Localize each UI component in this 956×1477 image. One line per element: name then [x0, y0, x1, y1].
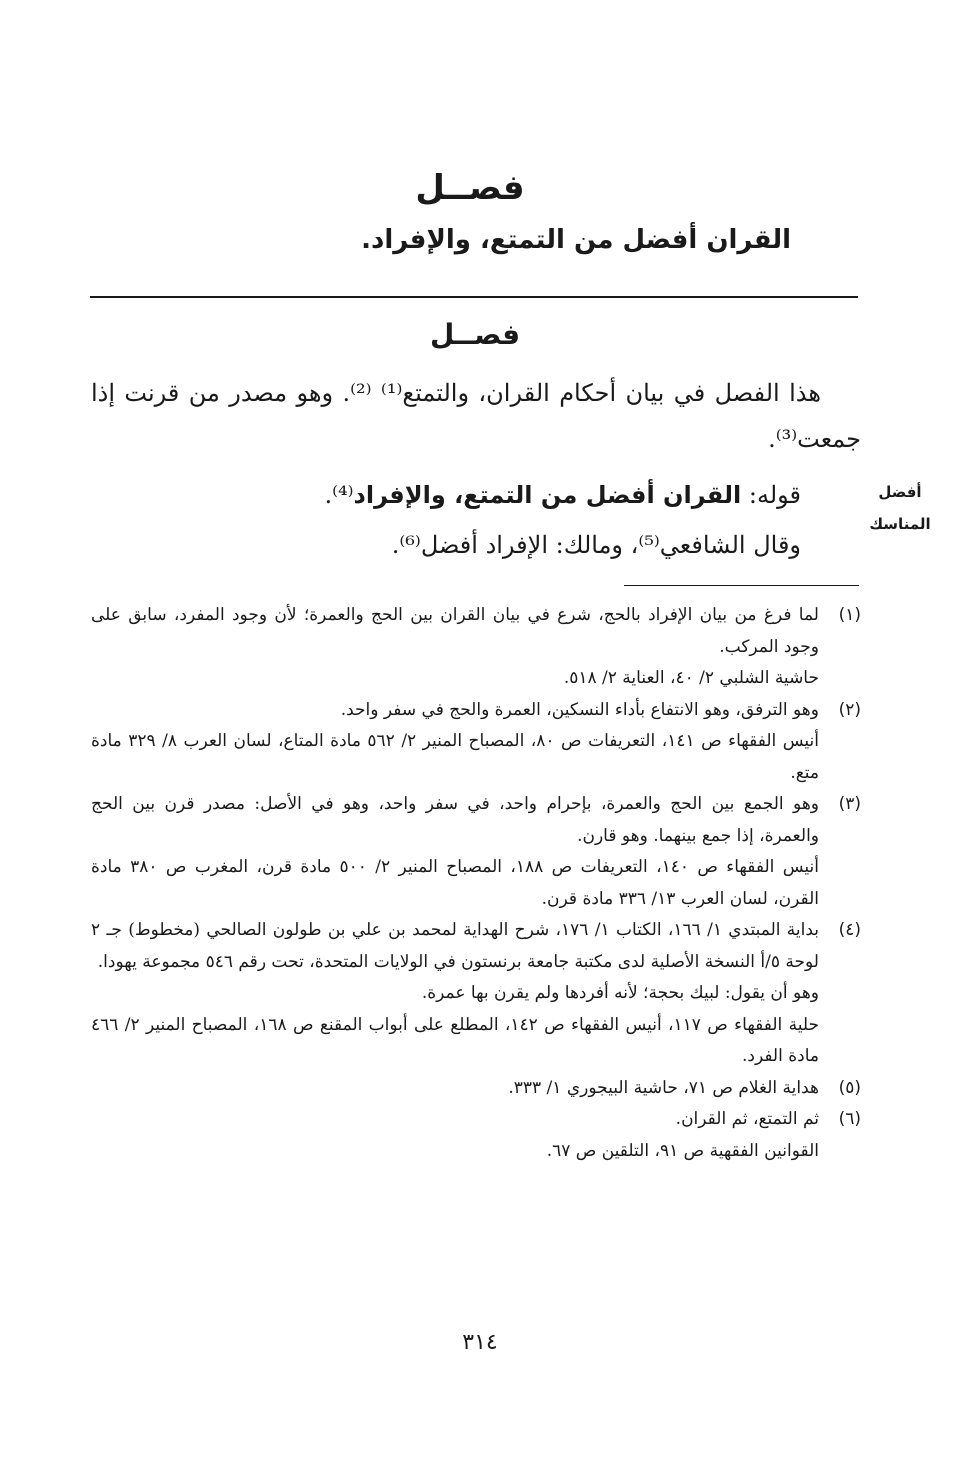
opinions-line: وقال الشافعي⁽⁵⁾، ومالك: الإفراد أفضل⁽⁶⁾.	[391, 531, 801, 559]
footnote-item	[91, 695, 861, 790]
footnote-number: (٣)	[838, 794, 861, 814]
sharh-chapter-heading: فصــل	[429, 318, 521, 351]
footnote-line: وهو الجمع بين الحج والعمرة، بإحرام واحد، في سفر واحد، وهو في الأصل: مصدر قرن بين الحج والعمرة، إذا جمع بينهما. وهو قارن.	[91, 794, 819, 846]
qawl-prefix: قوله:	[748, 481, 801, 509]
footnote-number: (١)	[838, 605, 861, 625]
footnote-item	[91, 789, 861, 915]
footnote-line: بداية المبتدي ١/ ١٦٦، الكتاب ١/ ١٧٦، شرح الهداية لمحمد بن علي بن طولون الصالحي (مخطوط) جـ ٢ لوحة ٥/أ النسخة الأصلية لدى مكتبة جامعة برنستون في الولايات المتحدة، تحت رقم ٥٤٦ مجموعة يهودا.	[91, 920, 820, 972]
qawl-suffix: ⁽⁴⁾.	[324, 481, 354, 509]
footnote-line: أنيس الفقهاء ص ١٤١، التعريفات ص ٨٠، المصباح المنير ٢/ ٥٦٢ مادة المتاع، لسان العرب ٨/ ٣٢٩ مادة متع.	[91, 731, 819, 783]
footnote-divider	[624, 585, 859, 586]
sharh-paragraph: هذا الفصل في بيان أحكام القران، والتمتع⁽¹⁾ ⁽²⁾. وهو مصدر من قرنت إذا جمعت⁽³⁾.	[91, 379, 861, 453]
footnote-item	[91, 600, 861, 695]
footnote-line: حلية الفقهاء ص ١١٧، أنيس الفقهاء ص ١٤٢، المطلع على أبواب المقنع ص ١٦٨، المصباح المنير ٢/ ٤٦٦ مادة الفرد.	[91, 1014, 819, 1066]
qawl-quoted-matn: القران أفضل من التمتع، والإفراد	[353, 481, 742, 509]
margin-note-line: المناسك	[869, 515, 931, 533]
footnote-line: ثم التمتع، ثم القران.	[675, 1109, 819, 1129]
footnote-line: وهو أن يقول: لبيك بحجة؛ لأنه أفردها ولم يقرن بها عمرة.	[421, 983, 819, 1003]
footnote-item	[91, 1104, 861, 1167]
footnote-number: (٢)	[838, 699, 861, 720]
margin-note	[860, 476, 940, 540]
sharh-quote-block	[241, 470, 801, 570]
footnote-item	[91, 1073, 861, 1105]
footnote-line: وهو الترفق، وهو الانتفاع بأداء النسكين، العمرة والحج في سفر واحد.	[340, 699, 819, 720]
footnote-line: لما فرغ من بيان الإفراد بالحج، شرع في بيان القران بين الحج والعمرة؛ لأن وجود المفرد، سابق على وجود المركب.	[91, 605, 819, 657]
sharh-intro	[91, 370, 861, 462]
footnote-number: (٦)	[838, 1109, 861, 1129]
footnotes	[91, 600, 861, 1167]
qawl-line	[241, 470, 801, 520]
margin-note-line: أفضل	[878, 483, 922, 501]
footnote-line: القوانين الفقهية ص ٩١، التلقين ص ٦٧.	[546, 1140, 819, 1161]
footnote-line: حاشية الشلبي ٢/ ٤٠، العناية ٢/ ٥١٨.	[563, 668, 819, 688]
footnote-line: أنيس الفقهاء ص ١٤٠، التعريفات ص ١٨٨، المصباح المنير ٢/ ٥٠٠ مادة قرن، المغرب ص ٣٨٠ مادة القرن، لسان العرب ١٣/ ٣٣٦ مادة قرن.	[91, 857, 819, 909]
page-number: ٣١٤	[462, 1330, 498, 1355]
footnote-line: هداية الغلام ص ٧١، حاشية البيجوري ١/ ٣٣٣.	[508, 1077, 819, 1098]
matn-divider	[90, 296, 858, 298]
matn-text: القران أفضل من التمتع، والإفراد.	[361, 225, 791, 255]
matn-chapter-heading: فصــل	[415, 168, 525, 208]
footnote-number: (٥)	[838, 1077, 861, 1098]
footnote-number: (٤)	[838, 920, 861, 940]
footnote-item	[91, 915, 861, 1073]
